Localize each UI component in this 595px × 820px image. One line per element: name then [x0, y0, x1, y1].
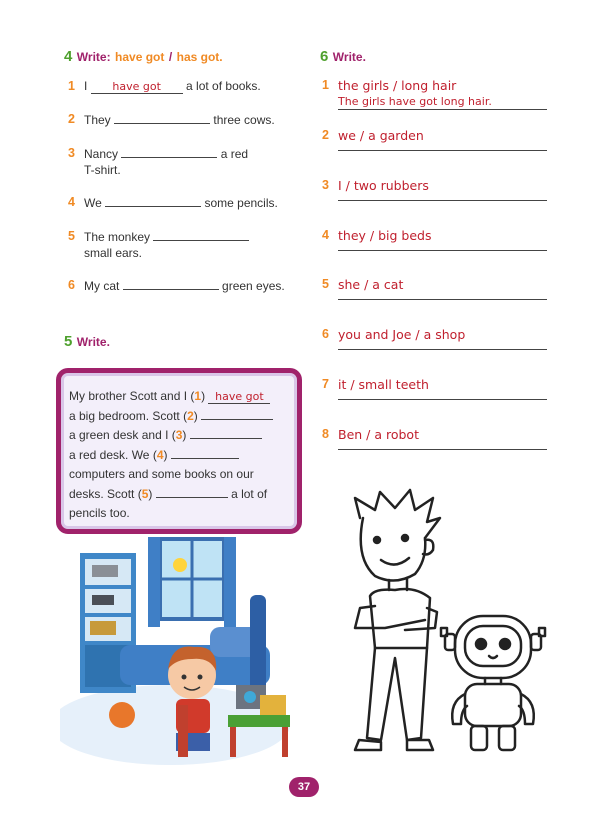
option-has-got: has got. — [176, 50, 223, 64]
ex6-prompt: she / a cat — [338, 277, 404, 292]
ex6-prompt: Ben / a robot — [338, 427, 419, 442]
ex4-item-2: 2 They three cows. — [68, 112, 275, 127]
exercise-number: 6 — [320, 48, 329, 65]
ex6-answer-line — [338, 109, 547, 110]
ex6-prompt: I / two rubbers — [338, 178, 429, 193]
exercise-5-heading — [64, 333, 110, 351]
ex4-item-6: 6 My cat green eyes. — [68, 278, 285, 293]
ex6-item-1: 1 the girls / long hair The girls have got long hair. — [322, 78, 547, 110]
ex6-answer-line[interactable] — [338, 150, 547, 151]
exercise-6-heading — [320, 48, 366, 66]
exercise-5-paragraph: My brother Scott and I (1) have got a big bedroom. Scott (2) a green desk and I (3) a red desk. We (4) computers and some books on our desks. Scott (5) a lot of pencils too. — [69, 387, 291, 524]
exercise-title: Write. — [332, 50, 366, 64]
ex6-prompt: the girls / long hair — [338, 78, 457, 93]
ex6-item-6: 6 you and Joe / a shop — [322, 327, 547, 357]
ex6-item-2: 2 we / a garden — [322, 128, 547, 158]
ex6-answer-line[interactable] — [338, 349, 547, 350]
ex6-prompt: we / a garden — [338, 128, 424, 143]
ex5-blank-2[interactable] — [201, 407, 273, 420]
ex6-item-7: 7 it / small teeth — [322, 377, 547, 407]
bedroom-illustration — [60, 535, 305, 765]
ex4-answer-1[interactable]: have got — [91, 81, 183, 94]
ex6-answer-line[interactable] — [338, 299, 547, 300]
ex4-item-4: 4 We some pencils. — [68, 195, 278, 210]
ex6-prompt: you and Joe / a shop — [338, 327, 466, 342]
ex5-blank-4[interactable] — [171, 446, 239, 459]
ex6-answer-line[interactable] — [338, 449, 547, 450]
ex6-answer-1[interactable]: The girls have got long hair. — [338, 95, 492, 108]
exercise-number: 5 — [64, 333, 73, 350]
exercise-title: Write: — [76, 50, 111, 64]
ex4-blank-3[interactable] — [121, 145, 217, 158]
ex4-blank-5[interactable] — [153, 228, 249, 241]
boy-and-robot-drawing — [315, 488, 555, 763]
ex5-answer-1[interactable]: have got — [208, 391, 270, 404]
page-number: 37 — [289, 777, 319, 797]
exercise-title: Write. — [76, 335, 110, 349]
ex5-blank-3[interactable] — [190, 426, 262, 439]
ex6-item-3: 3 I / two rubbers — [322, 178, 547, 208]
exercise-5-text-box — [56, 368, 302, 534]
ex4-blank-4[interactable] — [105, 194, 201, 207]
ex4-blank-2[interactable] — [114, 111, 210, 124]
exercise-number: 4 — [64, 48, 73, 65]
ex6-answer-line[interactable] — [338, 200, 547, 201]
ex4-item-3: 3 Nancy a red T-shirt. — [68, 146, 249, 177]
ex6-item-5: 5 she / a cat — [322, 277, 547, 307]
exercise-4-heading — [64, 48, 223, 66]
ex6-prompt: it / small teeth — [338, 377, 429, 392]
ex6-prompt: they / big beds — [338, 228, 432, 243]
ex5-blank-5[interactable] — [156, 485, 228, 498]
ex4-item-5: 5 The monkey small ears. — [84, 228, 304, 261]
ex6-answer-line[interactable] — [338, 250, 547, 251]
ex6-answer-line[interactable] — [338, 399, 547, 400]
ex4-blank-6[interactable] — [123, 277, 219, 290]
ex4-item-1: 1 I have got a lot of books. — [68, 79, 261, 93]
option-have-got: have got — [115, 50, 165, 64]
ex6-item-4: 4 they / big beds — [322, 228, 547, 258]
option-separator: / — [168, 50, 173, 64]
ex6-item-8: 8 Ben / a robot — [322, 427, 547, 457]
